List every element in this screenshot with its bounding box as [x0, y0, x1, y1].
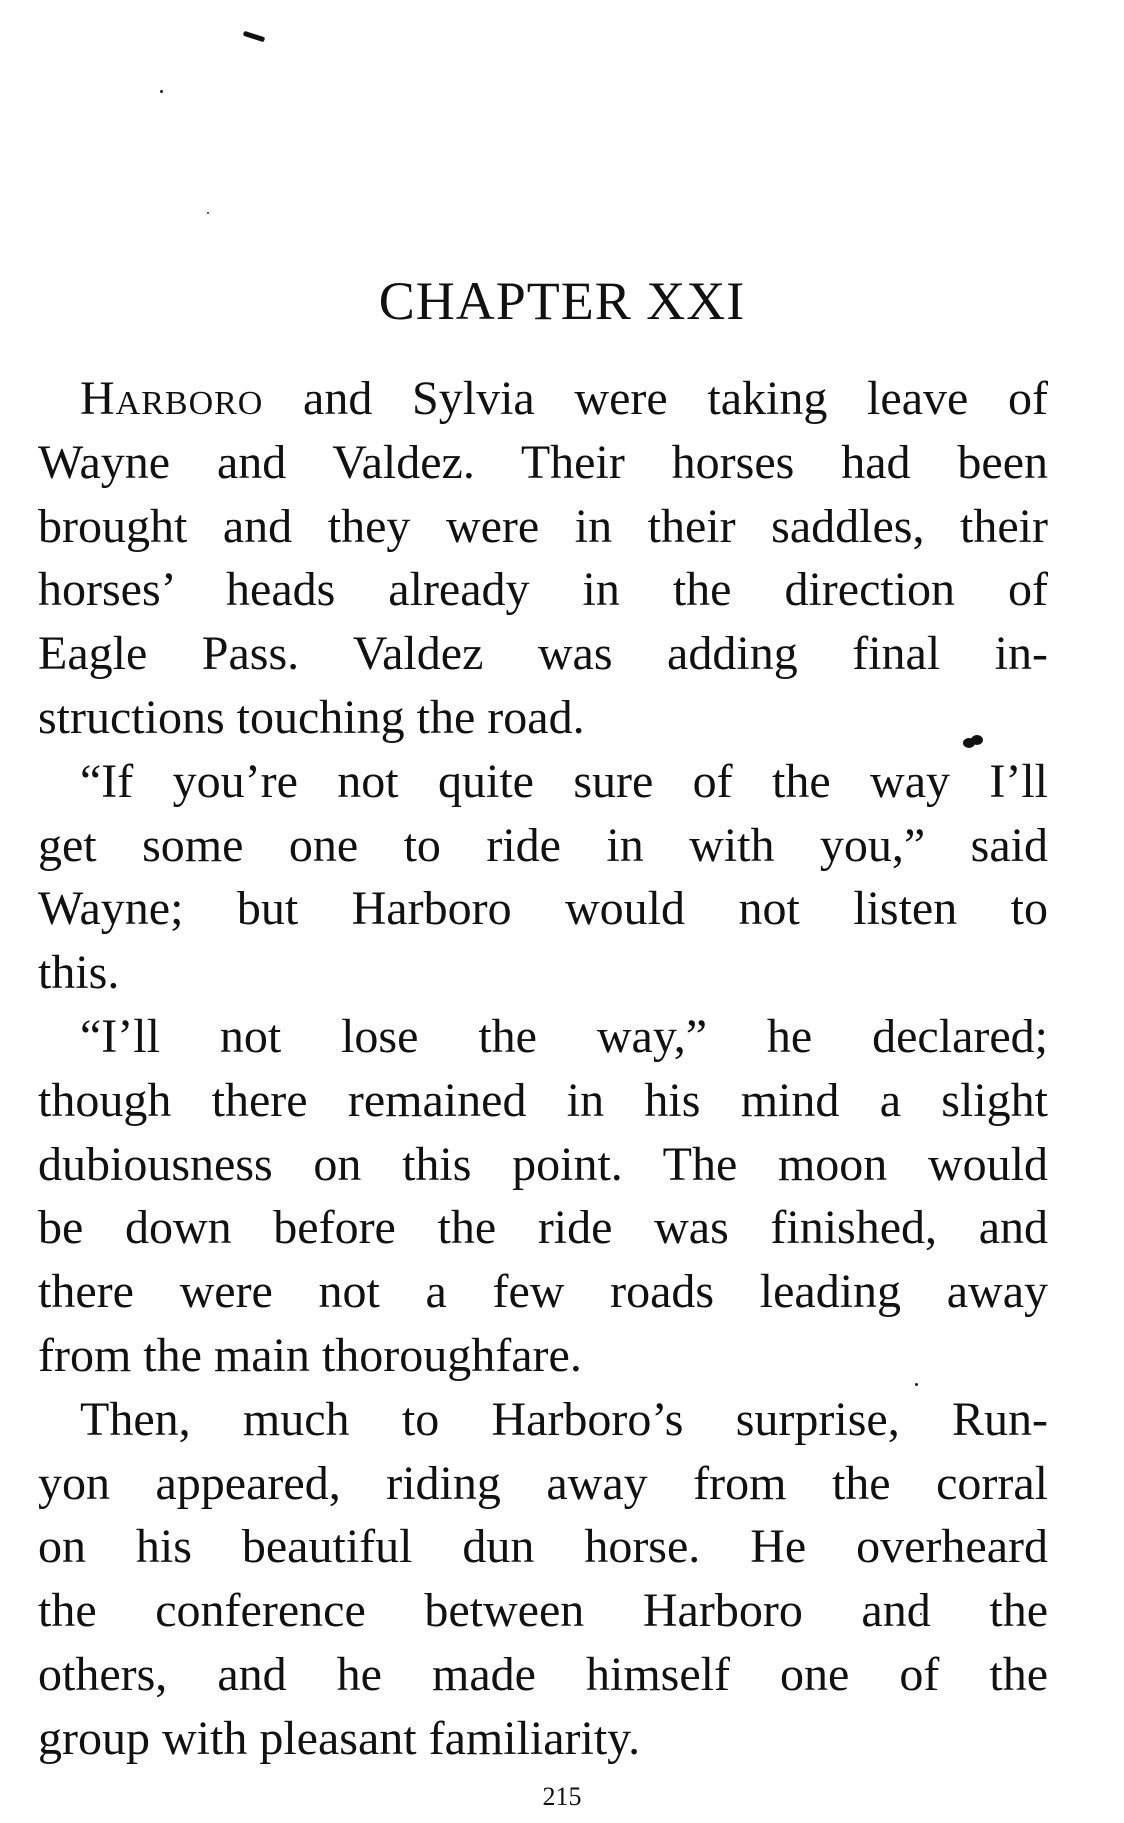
ink-mark	[243, 31, 265, 43]
text-line	[38, 367, 1048, 431]
text-line: “I’ll not lose the way,” he declared;	[80, 1009, 1048, 1063]
text-line: from the main thoroughfare.	[38, 1328, 582, 1382]
text-line: others, and he made himself one of the	[38, 1647, 1048, 1701]
text-line: dubiousness on this point. The moon would	[38, 1137, 1048, 1191]
text-line: there were not a few roads leading away	[38, 1265, 1048, 1319]
ink-blot	[962, 734, 984, 750]
text-line: brought and they were in their saddles, their	[38, 499, 1048, 553]
text-line: on his beautiful dun horse. He overheard	[38, 1520, 1048, 1574]
ink-speck	[207, 212, 209, 214]
text-line: structions touching the road.	[38, 690, 585, 744]
ink-speck	[160, 90, 163, 93]
text-line: Wayne; but Harboro would not listen to	[38, 882, 1048, 936]
text-line: yon appeared, riding away from the corral	[38, 1456, 1048, 1510]
text-line: this.	[38, 946, 120, 1000]
text-line-rest: and Sylvia were taking leave of	[263, 372, 1048, 425]
chapter-heading: CHAPTER XXI	[378, 271, 746, 331]
text-line: though there remained in his mind a slight	[38, 1073, 1048, 1127]
page-number: 215	[542, 1782, 582, 1811]
text-line: Eagle Pass. Valdez was adding final in-	[38, 627, 1048, 681]
text-line: horses’ heads already in the direction of	[38, 563, 1048, 617]
text-line: the conference between Harboro and the	[38, 1584, 1048, 1638]
paragraph-lead-word: Harboro	[80, 372, 264, 425]
text-line: get some one to ride in with you,” said	[38, 818, 1048, 872]
text-line: Then, much to Harboro’s surprise, Run-	[80, 1392, 1048, 1446]
text-line: group with pleasant familiarity.	[38, 1711, 641, 1765]
text-line: Wayne and Valdez. Their horses had been	[38, 435, 1048, 489]
body-text	[38, 367, 1048, 1771]
text-line: “If you’re not quite sure of the way I’ll	[80, 754, 1048, 808]
text-line: be down before the ride was finished, and	[38, 1201, 1048, 1255]
